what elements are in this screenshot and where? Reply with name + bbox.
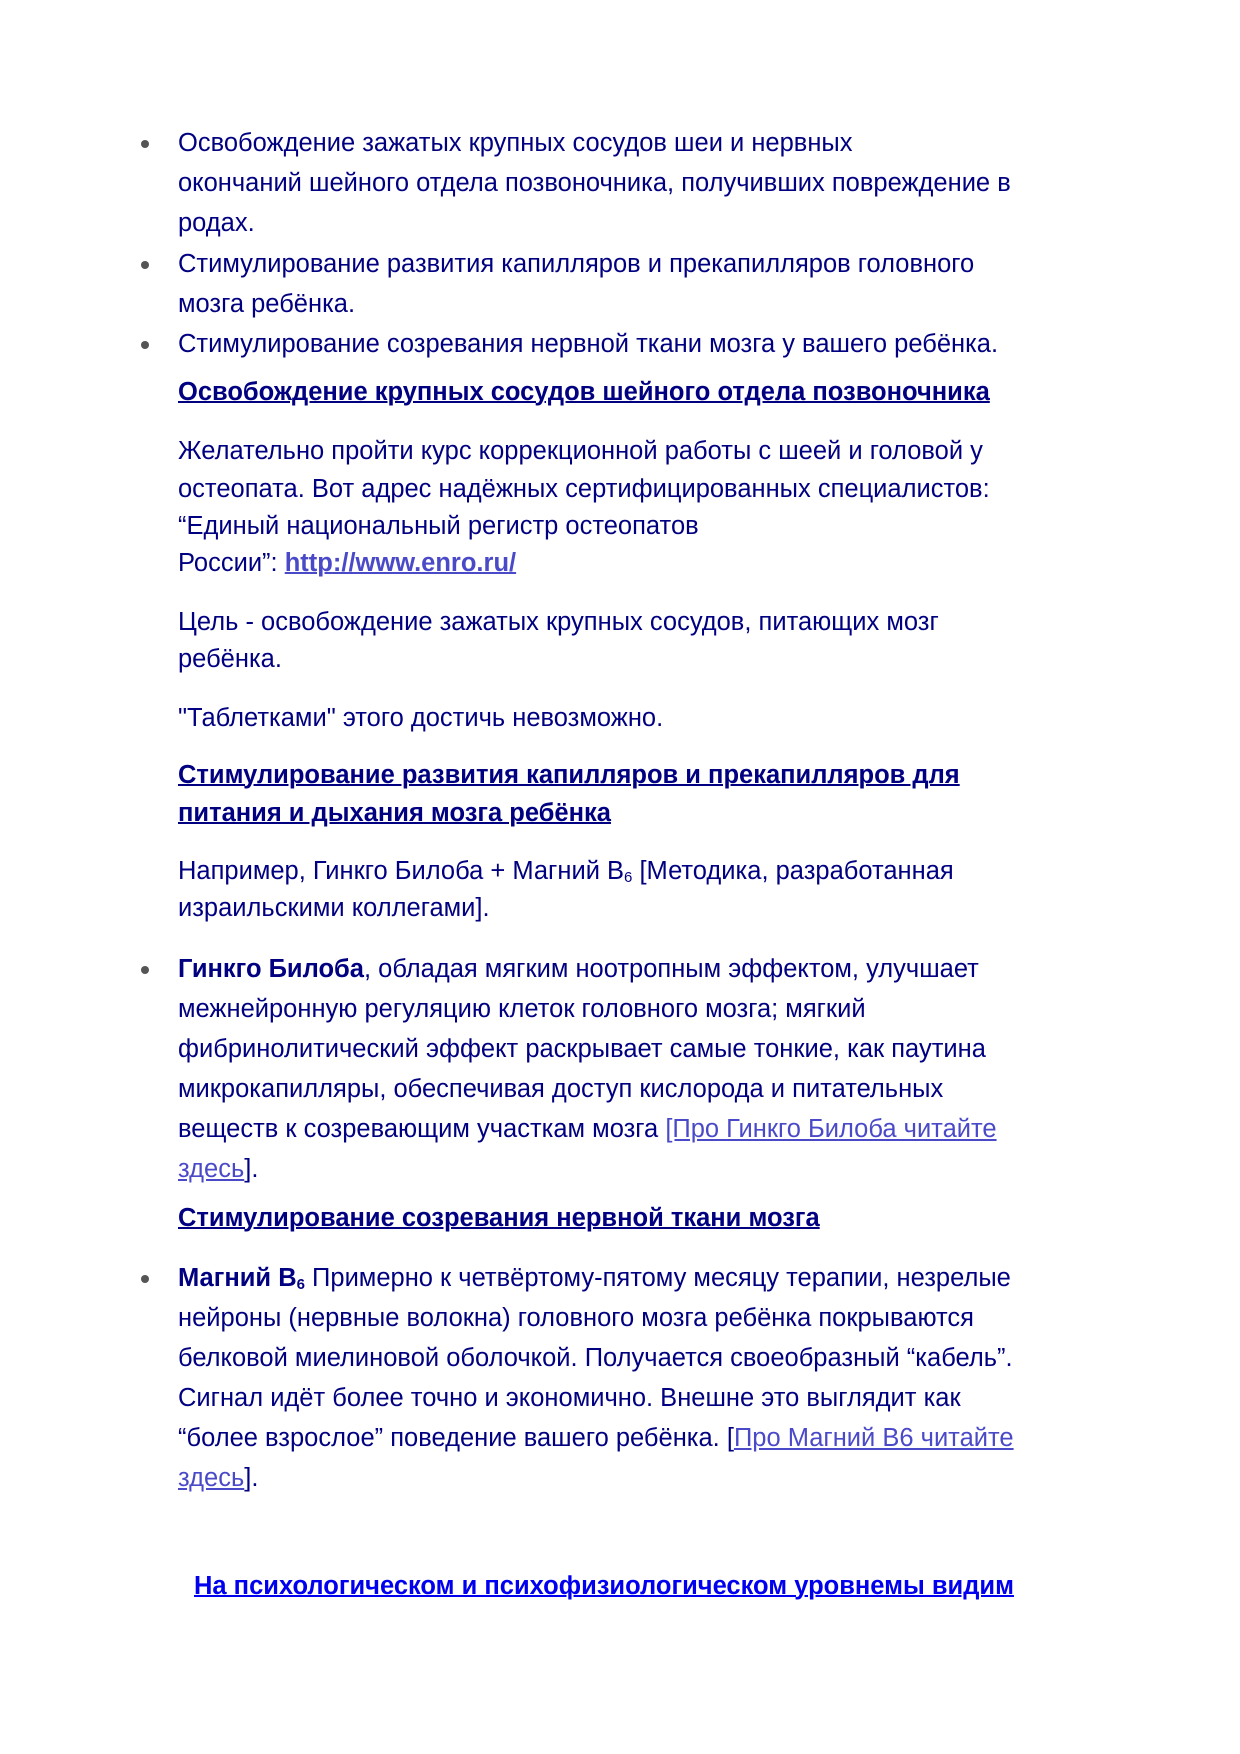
bold-term: Магний В xyxy=(178,1264,297,1292)
list-item-line: Стимулирование созревания нервной ткани мозга у вашего ребёнка. xyxy=(178,330,999,358)
final-heading-link[interactable]: На психологическом и психофизиологическом уровнемы видим xyxy=(194,1572,1014,1600)
text: , обладая мягким ноотропным эффектом, улучшает xyxy=(363,955,979,983)
paragraph-line: “Единый национальный регистр остеопатов xyxy=(178,512,699,540)
list-item-line: нейроны (нервные волокна) головного мозга ребёнка покрываются xyxy=(178,1304,974,1332)
text: ]. xyxy=(244,1464,259,1492)
section-heading: Стимулирование созревания нервной ткани мозга xyxy=(178,1204,820,1232)
list-item-line xyxy=(178,1258,1011,1298)
bullet-icon xyxy=(141,261,149,269)
list-item-line xyxy=(178,949,979,989)
list-item-line: окончаний шейного отдела позвоночника, получивших повреждение в xyxy=(178,169,1011,197)
section-heading: питания и дыхания мозга ребёнка xyxy=(178,799,611,827)
bullet-icon xyxy=(141,140,149,148)
list-item-line xyxy=(178,1149,258,1189)
list-item-line xyxy=(178,1458,258,1498)
list-item-line xyxy=(178,1418,1014,1458)
list-item-line xyxy=(178,1109,997,1149)
list-item-line: Сигнал идёт более точно и экономично. Внешне это выглядит как xyxy=(178,1384,961,1412)
list-item-line: Освобождение зажатых крупных сосудов шеи и нервных xyxy=(178,129,853,157)
bullet-icon xyxy=(141,1275,149,1283)
subscript: 6 xyxy=(296,1276,305,1293)
section-heading: Освобождение крупных сосудов шейного отдела позвоночника xyxy=(178,378,990,406)
paragraph-line xyxy=(178,851,954,891)
text: веществ к созревающим участкам мозга xyxy=(178,1115,666,1143)
ginkgo-link-here[interactable]: здесь xyxy=(178,1155,245,1183)
section-heading: Стимулирование развития капилляров и прекапилляров для xyxy=(178,761,960,789)
list-item-line: межнейронную регуляцию клеток головного мозга; мягкий xyxy=(178,995,866,1023)
text: России”: xyxy=(178,549,285,577)
bold-term: Гинкго Билоба xyxy=(178,955,364,983)
paragraph-line: ребёнка. xyxy=(178,645,282,673)
list-item-line: фибринолитический эффект раскрывает самые тонкие, как паутина xyxy=(178,1035,986,1063)
magnesium-link-here[interactable]: здесь xyxy=(178,1464,245,1492)
list-item-line: белковой миелиновой оболочкой. Получается своеобразный “кабель”. xyxy=(178,1344,1013,1372)
list-item-line: мозга ребёнка. xyxy=(178,290,356,318)
text: Например, Гинкго Билоба + Магний В xyxy=(178,857,625,885)
bullet-icon xyxy=(141,341,149,349)
paragraph-line: Цель - освобождение зажатых крупных сосудов, питающих мозг xyxy=(178,608,939,636)
paragraph-line: остеопата. Вот адрес надёжных сертифицированных специалистов: xyxy=(178,475,990,503)
text: [Методика, разработанная xyxy=(632,857,954,885)
list-item-line: Стимулирование развития капилляров и прекапилляров головного xyxy=(178,250,975,278)
paragraph-line: "Таблетками" этого достичь невозможно. xyxy=(178,704,664,732)
paragraph-line: израильскими коллегами]. xyxy=(178,894,490,922)
subscript: 6 xyxy=(624,869,633,886)
magnesium-link[interactable]: Про Магний В6 читайте xyxy=(733,1424,1014,1452)
text: Примерно к четвёртому-пятому месяцу терапии, незрелые xyxy=(304,1264,1011,1292)
text: ]. xyxy=(244,1155,259,1183)
list-item-line: микрокапилляры, обеспечивая доступ кислорода и питательных xyxy=(178,1075,944,1103)
bullet-icon xyxy=(141,966,149,974)
ginkgo-link[interactable]: [Про Гинкго Билоба читайте xyxy=(665,1115,997,1143)
enro-link[interactable]: http://www.enro.ru/ xyxy=(284,549,517,577)
text: “более взрослое” поведение вашего ребёнка. [ xyxy=(178,1424,734,1452)
list-item-line: родах. xyxy=(178,209,255,237)
paragraph-line: Желательно пройти курс коррекционной работы с шеей и головой у xyxy=(178,437,983,465)
paragraph-line xyxy=(178,543,516,583)
